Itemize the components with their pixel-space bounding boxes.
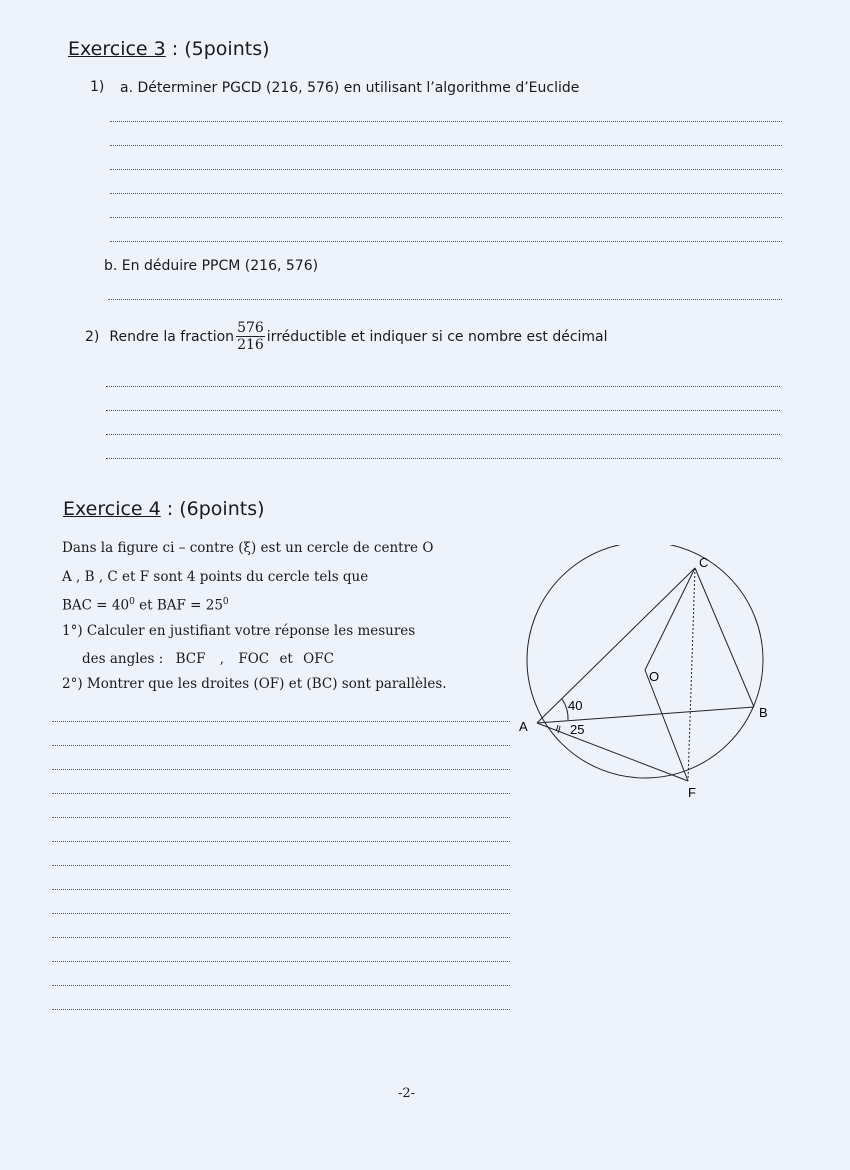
answer-line[interactable] [52,721,510,722]
point-label-c: C [699,555,709,570]
answer-line[interactable] [52,745,510,746]
answer-line[interactable] [52,817,510,818]
angle-ofc: OFC [303,651,334,667]
angle-bcf: BCF [175,651,206,667]
fraction-numerator: 576 [237,320,264,336]
answer-line[interactable] [106,458,780,459]
answer-line[interactable] [52,841,510,842]
fraction [236,320,265,353]
answer-line[interactable] [52,793,510,794]
question-2-post: irréductible et indiquer si ce nombre est décimal [266,328,608,345]
exercise-4-line-4: 1°) Calculer en justifiant votre réponse les mesures [62,623,416,639]
answer-line[interactable] [110,193,782,194]
answer-line[interactable] [52,961,510,962]
answer-line[interactable] [108,299,782,300]
segment-co [645,568,695,670]
angle-bac-value: BAC = 40 [62,597,130,614]
answer-line[interactable] [52,985,510,986]
segment-af [537,723,688,781]
question-2-number: 2) [85,328,100,345]
question-1b-text: b. En déduire PPCM (216, 576) [104,258,319,274]
point-label-b: B [759,705,768,720]
segment-ac [537,568,695,723]
angle-label-40: 40 [568,698,583,713]
answer-line[interactable] [106,386,780,387]
answer-line[interactable] [52,865,510,866]
answer-line[interactable] [110,241,782,242]
answer-line[interactable] [110,145,782,146]
point-label-a: A [519,719,528,734]
exercise-4-line-3: BAC = $40^0$ et BAF = $25^0$ [62,597,229,614]
answer-line[interactable] [52,937,510,938]
exercise-4-line-2: A , B , C et F sont 4 points du cercle tels que [62,569,369,585]
angle-foc: FOC [238,651,270,667]
point-label-o: O [649,669,660,684]
question-2-pre: Rendre la fraction [109,328,235,345]
exercise-4-line-5: des angles : BCF , FOC et OFC [82,651,334,667]
exercise-4-line-1: Dans la figure ci – contre (ξ) est un cercle de centre O [62,540,434,556]
page-number: -2- [398,1086,416,1101]
answer-line[interactable] [110,121,782,122]
circle-xi [527,545,763,778]
exercise-4-line-6: 2°) Montrer que les droites (OF) et (BC) sont parallèles. [62,676,447,692]
answer-line[interactable] [110,217,782,218]
answer-line[interactable] [52,1009,510,1010]
angle-arc-baf [556,725,558,731]
segment-cb [695,568,754,707]
answer-line[interactable] [106,410,780,411]
circle-figure [510,545,790,805]
point-label-f: F [688,785,696,800]
angle-baf-value: BAF = 25 [156,597,223,614]
question-1a-text: a. Déterminer PGCD (216, 576) en utilisant l’algorithme d’Euclide [120,80,580,96]
answer-line[interactable] [106,434,780,435]
answer-line[interactable] [110,169,782,170]
exercise-3-title: Exercice 3 : (5points) [68,38,270,60]
answer-line[interactable] [52,889,510,890]
segment-of [645,670,688,781]
question-2-text [85,320,608,353]
exercise-4-title: Exercice 4 : (6points) [63,498,265,520]
angle-label-25: 25 [570,722,585,737]
fraction-denominator: 216 [237,337,264,353]
answer-line[interactable] [52,769,510,770]
question-1-number: 1) [90,79,105,95]
segment-cf [688,568,695,781]
answer-line[interactable] [52,913,510,914]
